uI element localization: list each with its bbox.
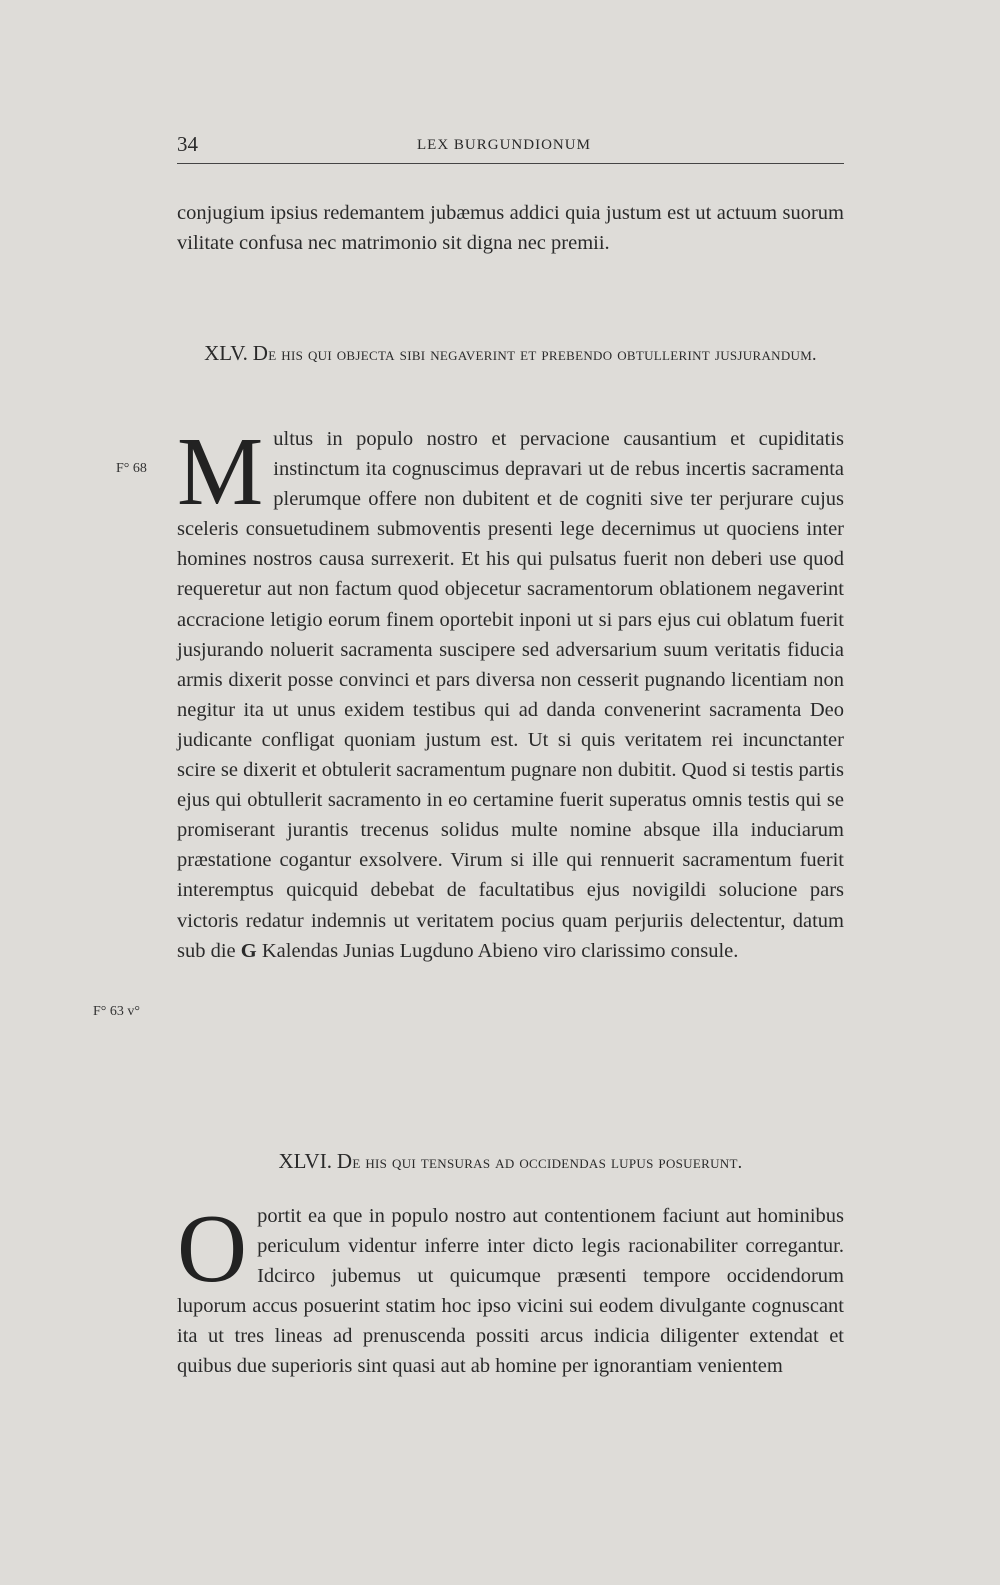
section-number: XLVI. <box>278 1149 332 1173</box>
section-xlv-text <box>177 418 844 966</box>
title-initial: D <box>336 1149 353 1173</box>
header-rule <box>177 163 844 164</box>
paragraph-continuation: conjugium ipsius redemantem jubæmus addici quia justum est ut actuum suorum vilitate confusa nec matrimonio sit digna nec premii. <box>177 202 844 255</box>
section-title <box>336 1149 743 1173</box>
body-text-end: Kalendas Junias Lugduno Abieno viro clarissimo consule. <box>261 939 739 962</box>
drop-cap: M <box>177 418 264 525</box>
section-heading-xlvi <box>177 1146 844 1178</box>
body-text: ultus in populo nostro et pervacione causantium et cupiditatis instinctum ita cognuscimus depravari ut de rebus incertis sacramenta plerumque offere non dubitent et de cogniti sive ter perjurare cujus sceleris consuetudinem submoventis presenti lege decernimus ut quociens inter homines nostros causa surrexerit. Et his qui pulsatus fuerit non deberi use quod requeretur aut non factum quod objecetur sacramentorum oblationem negaverint accracione letigio eorum finem oportebit inponi ut si pars ejus cui oblatum fuerit jusjurando noluerit sacramenta suscipere sed adversarium suum veritatis fiducia armis dixerit posse convinci et pars diversa non cesserit pugnando licentiam non negitur ita ut unus exidem testibus qui ad danda convenerint sacramenta Deo judicante confligat quoniam justum est. Ut si quis veritatem rei incunctanter scire se dixerit et obtulerit sacramentum pugnare non dubitit. Quod si testis partis ejus qui obtullerit sacramento in eo certamine fuerit superatus omnis testis qui se promiserant jurantis trecenus solidus multe nomine absque illa induciarum præstatione cogantur exsolvere. Virum si ille qui rennuerit sacramentum fuerit interemptus quicquid debebat de facultatibus ejus novigildi solucione pars victoris redatur indemnis ut veritatem pocius quam perjuriis delectentur, datum sub die <box>177 428 844 962</box>
title-text: e his qui objecta sibi negaverint et prebendo obtullerint jusjurandum. <box>268 344 817 364</box>
body-text: portit ea que in populo nostro aut contentionem faciunt aut hominibus periculum videntur inferre inter dicto legis racionabiliter corregantur. Idcirco jubemus ut quicumque præsenti tempore occidendorum luporum accus posuerint statim hoc ipso vicini sui eodem divulgante cognuscant ita ut tres lineas ad prenuscenda possiti arcus indicia diligenter extendat et quibus due superioris sint quasi aut ab homine per ignorantiam venientem <box>177 1205 844 1378</box>
section-number: XLV. <box>204 341 248 365</box>
margin-note-folio: F° 68 <box>116 461 147 476</box>
section-title <box>252 341 817 365</box>
title-initial: D <box>252 341 269 365</box>
date-mark: G <box>240 939 257 962</box>
section-heading-xlv <box>177 338 844 370</box>
drop-cap: O <box>177 1195 248 1302</box>
title-text: e his qui tensuras ad occidendas lupus posuerunt. <box>352 1152 743 1172</box>
section-xlvi-text <box>177 1195 844 1382</box>
margin-note-folio-verso: F° 63 v° <box>93 1004 140 1019</box>
page-number: 34 <box>177 132 198 156</box>
running-title: LEX BURGUNDIONUM <box>417 137 591 153</box>
page-header <box>177 132 844 172</box>
